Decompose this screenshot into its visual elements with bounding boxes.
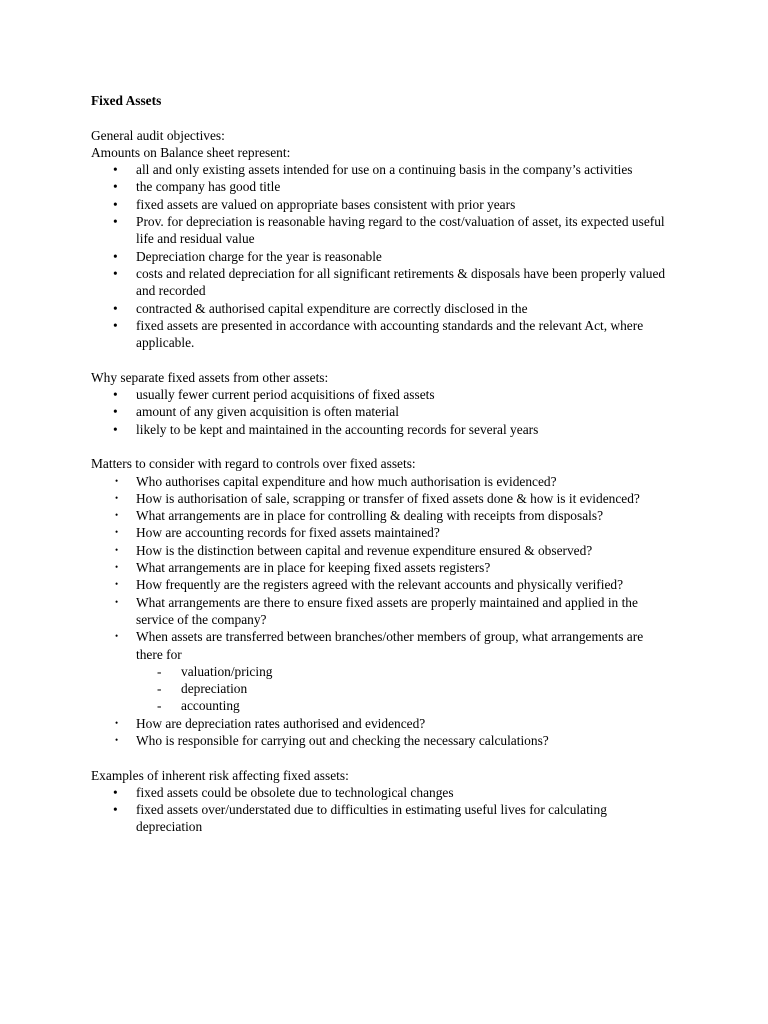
list-item: • likely to be kept and maintained in the accounting records for several years [113, 421, 539, 437]
bullet-icon: • [113, 317, 118, 333]
list-item: • How is the distinction between capital and revenue expenditure ensured & observed? [115, 542, 593, 558]
list-item: • How is authorisation of sale, scrapping or transfer of fixed assets done & how is it evidenced? [115, 490, 640, 506]
bullet-icon: • [115, 631, 119, 642]
list-item: • What arrangements are in place for keeping fixed assets registers? [115, 560, 491, 576]
bullet-icon: • [115, 579, 119, 590]
list-item: • How are depreciation rates authorised and evidenced? [115, 715, 426, 731]
bullet-icon: • [115, 717, 119, 728]
bullet-icon: • [113, 784, 118, 800]
list-item: • How frequently are the registers agreed with the relevant accounts and physically verified? [115, 577, 624, 593]
bullet-icon: • [113, 179, 118, 195]
bullet-icon: • [113, 802, 118, 818]
separate-list [91, 386, 671, 438]
list-item: • What arrangements are in place for controlling & dealing with receipts from disposals? [115, 508, 604, 524]
list-item: • Depreciation charge for the year is reasonable [113, 248, 382, 264]
risk-list [91, 784, 671, 836]
bullet-icon: • [113, 162, 118, 178]
bullet-icon: • [113, 196, 118, 212]
sublist-item: - accounting [157, 698, 240, 714]
list-item: • What arrangements are there to ensure fixed assets are properly maintained and applied in the service of the company? [115, 594, 638, 627]
dash-icon: - [157, 681, 162, 697]
list-item: • How are accounting records for fixed assets maintained? [115, 525, 440, 541]
bullet-icon: • [113, 300, 118, 316]
bullet-icon: • [113, 248, 118, 264]
dash-icon: - [157, 698, 162, 714]
bullet-icon: • [115, 562, 119, 573]
bullet-icon: • [115, 510, 119, 521]
risk-heading: Examples of inherent risk affecting fixed assets: [91, 767, 349, 783]
sublist-item: - depreciation [157, 681, 248, 697]
bullet-icon: • [115, 734, 119, 745]
list-item: • Who authorises capital expenditure and how much authorisation is evidenced? [115, 473, 557, 489]
objectives-heading: General audit objectives: [91, 127, 225, 143]
bullet-icon: • [115, 527, 119, 538]
bullet-icon: • [113, 404, 118, 420]
bullet-icon: • [115, 596, 119, 607]
bullet-icon: • [115, 492, 119, 503]
bullet-icon: • [113, 265, 118, 281]
objectives-subheading: Amounts on Balance sheet represent: [91, 144, 291, 160]
sublist-item: - valuation/pricing [157, 663, 273, 679]
list-item: • Prov. for depreciation is reasonable having regard to the cost/valuation of asset, its expected useful life and residual value [113, 214, 665, 247]
bullet-icon: • [115, 544, 119, 555]
dash-icon: - [157, 663, 162, 679]
list-item: • usually fewer current period acquisitions of fixed assets [113, 387, 435, 403]
transfer-sublist [136, 663, 671, 715]
bullet-icon: • [115, 475, 119, 486]
bullet-icon: • [113, 421, 118, 437]
bullet-icon: • [113, 387, 118, 403]
list-item: • Who is responsible for carrying out and checking the necessary calculations? [115, 732, 549, 748]
bullet-icon: • [113, 214, 118, 230]
separate-heading: Why separate fixed assets from other assets: [91, 369, 329, 385]
document-content [91, 92, 671, 836]
list-item: • amount of any given acquisition is often material [113, 404, 399, 420]
list-item: • all and only existing assets intended for use on a continuing basis in the company’s activities [113, 162, 633, 178]
list-item: • fixed assets over/understated due to difficulties in estimating useful lives for calculating depreciation [113, 802, 607, 835]
controls-list [91, 473, 671, 750]
list-item: • fixed assets are valued on appropriate bases consistent with prior years [113, 196, 516, 212]
list-item: • fixed assets are presented in accordance with accounting standards and the relevant Act, where applicable. [113, 317, 644, 351]
list-item: • costs and related depreciation for all significant retirements & disposals have been properly valued and recorded [113, 265, 666, 299]
objectives-list [91, 161, 671, 351]
document-title: Fixed Assets [91, 93, 162, 108]
list-item: • fixed assets could be obsolete due to technological changes [113, 784, 454, 800]
list-item: • When assets are transferred between branches/other members of group, what arrangements are there for - valuation/pricing - depreciation - accounting [91, 628, 671, 714]
list-item: • the company has good title [113, 179, 281, 195]
controls-heading: Matters to consider with regard to controls over fixed assets: [91, 456, 416, 472]
list-item: • contracted & authorised capital expenditure are correctly disclosed in the [113, 300, 528, 316]
